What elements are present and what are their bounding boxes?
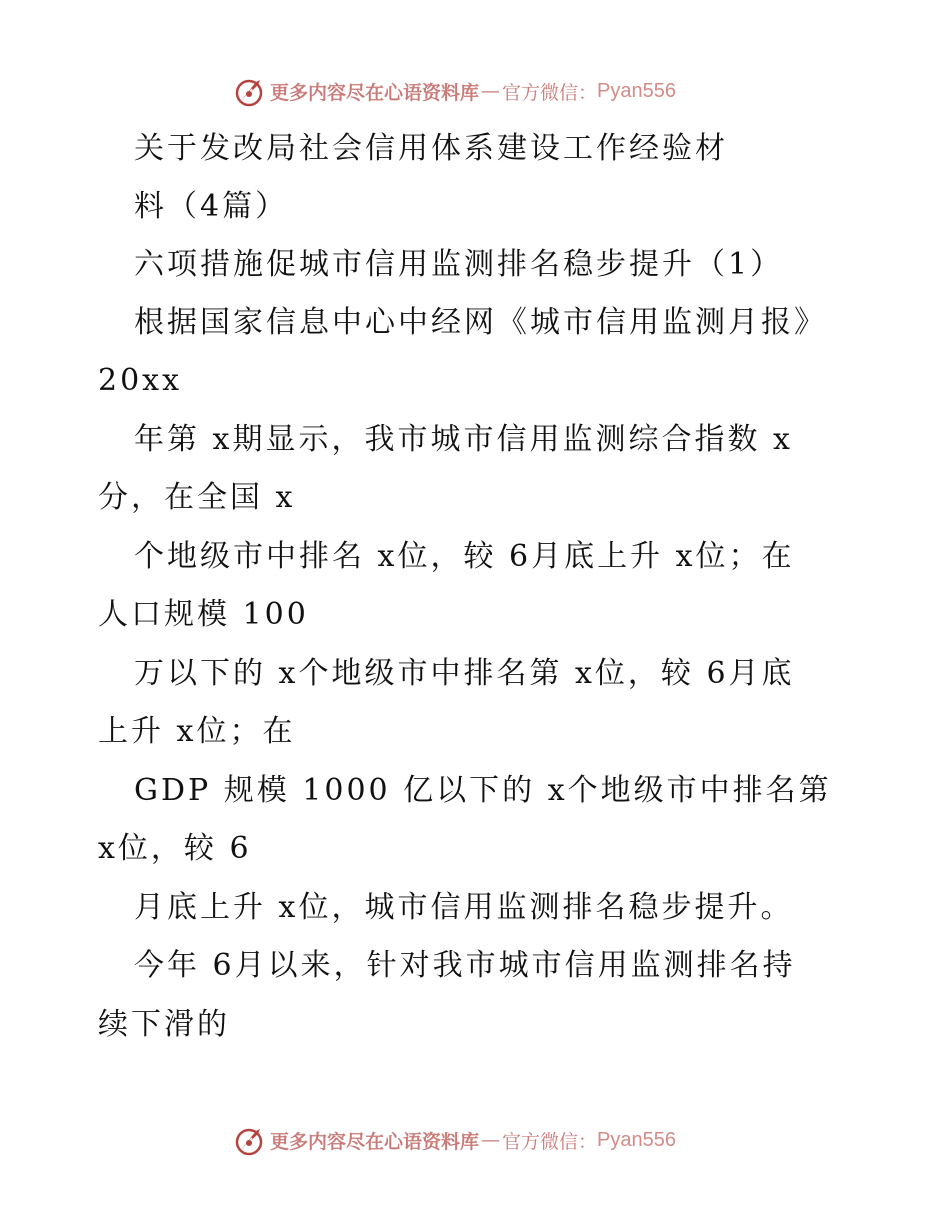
paragraph-line: 根据国家信息中心中经网《城市信用监测月报》 <box>134 305 827 340</box>
paragraph-line: 人口规模 100 <box>98 597 309 632</box>
paragraph-line: 20xx <box>98 363 183 398</box>
paragraph-line: 万以下的 x个地级市中排名第 x位，较 6月底 <box>134 656 795 691</box>
paragraph-line: 个地级市中排名 x位，较 6月底上升 x位；在 <box>134 539 795 574</box>
banner-dash: — <box>481 80 501 102</box>
banner-wechat-id: Pyan556 <box>597 79 676 102</box>
paragraph-line: 分，在全国 x <box>98 480 296 515</box>
quill-pen-logo-icon <box>232 74 266 108</box>
paragraph-line: 年第 x期显示，我市城市信用监测综合指数 x <box>134 422 793 457</box>
paragraph-line: 续下滑的 <box>98 1007 230 1042</box>
document-title-line-1: 关于发改局社会信用体系建设工作经验材 <box>134 131 728 166</box>
banner-text: 更多内容尽在心语资料库 <box>270 81 480 104</box>
section-heading: 六项措施促城市信用监测排名稳步提升（1） <box>134 247 784 282</box>
banner-dash: — <box>481 1129 501 1151</box>
banner-wechat-id: Pyan556 <box>597 1128 676 1151</box>
banner-text: 更多内容尽在心语资料库 <box>270 1130 480 1153</box>
paragraph-line: 今年 6月以来，针对我市城市信用监测排名持 <box>134 948 796 983</box>
paragraph-line: GDP 规模 1000 亿以下的 x个地级市中排名第 <box>134 773 832 808</box>
banner-wechat-label: 官方微信： <box>502 1130 598 1153</box>
quill-pen-logo-icon <box>232 1123 266 1157</box>
paragraph-line: 上升 x位；在 <box>98 714 296 749</box>
paragraph-line: x位，较 6 <box>98 831 252 866</box>
paragraph-line: 月底上升 x位，城市信用监测排名稳步提升。 <box>134 890 794 925</box>
document-title-line-2: 料（4篇） <box>134 189 289 224</box>
banner-wechat-label: 官方微信： <box>502 81 598 104</box>
footer-banner <box>232 1120 712 1160</box>
header-banner <box>232 71 712 111</box>
